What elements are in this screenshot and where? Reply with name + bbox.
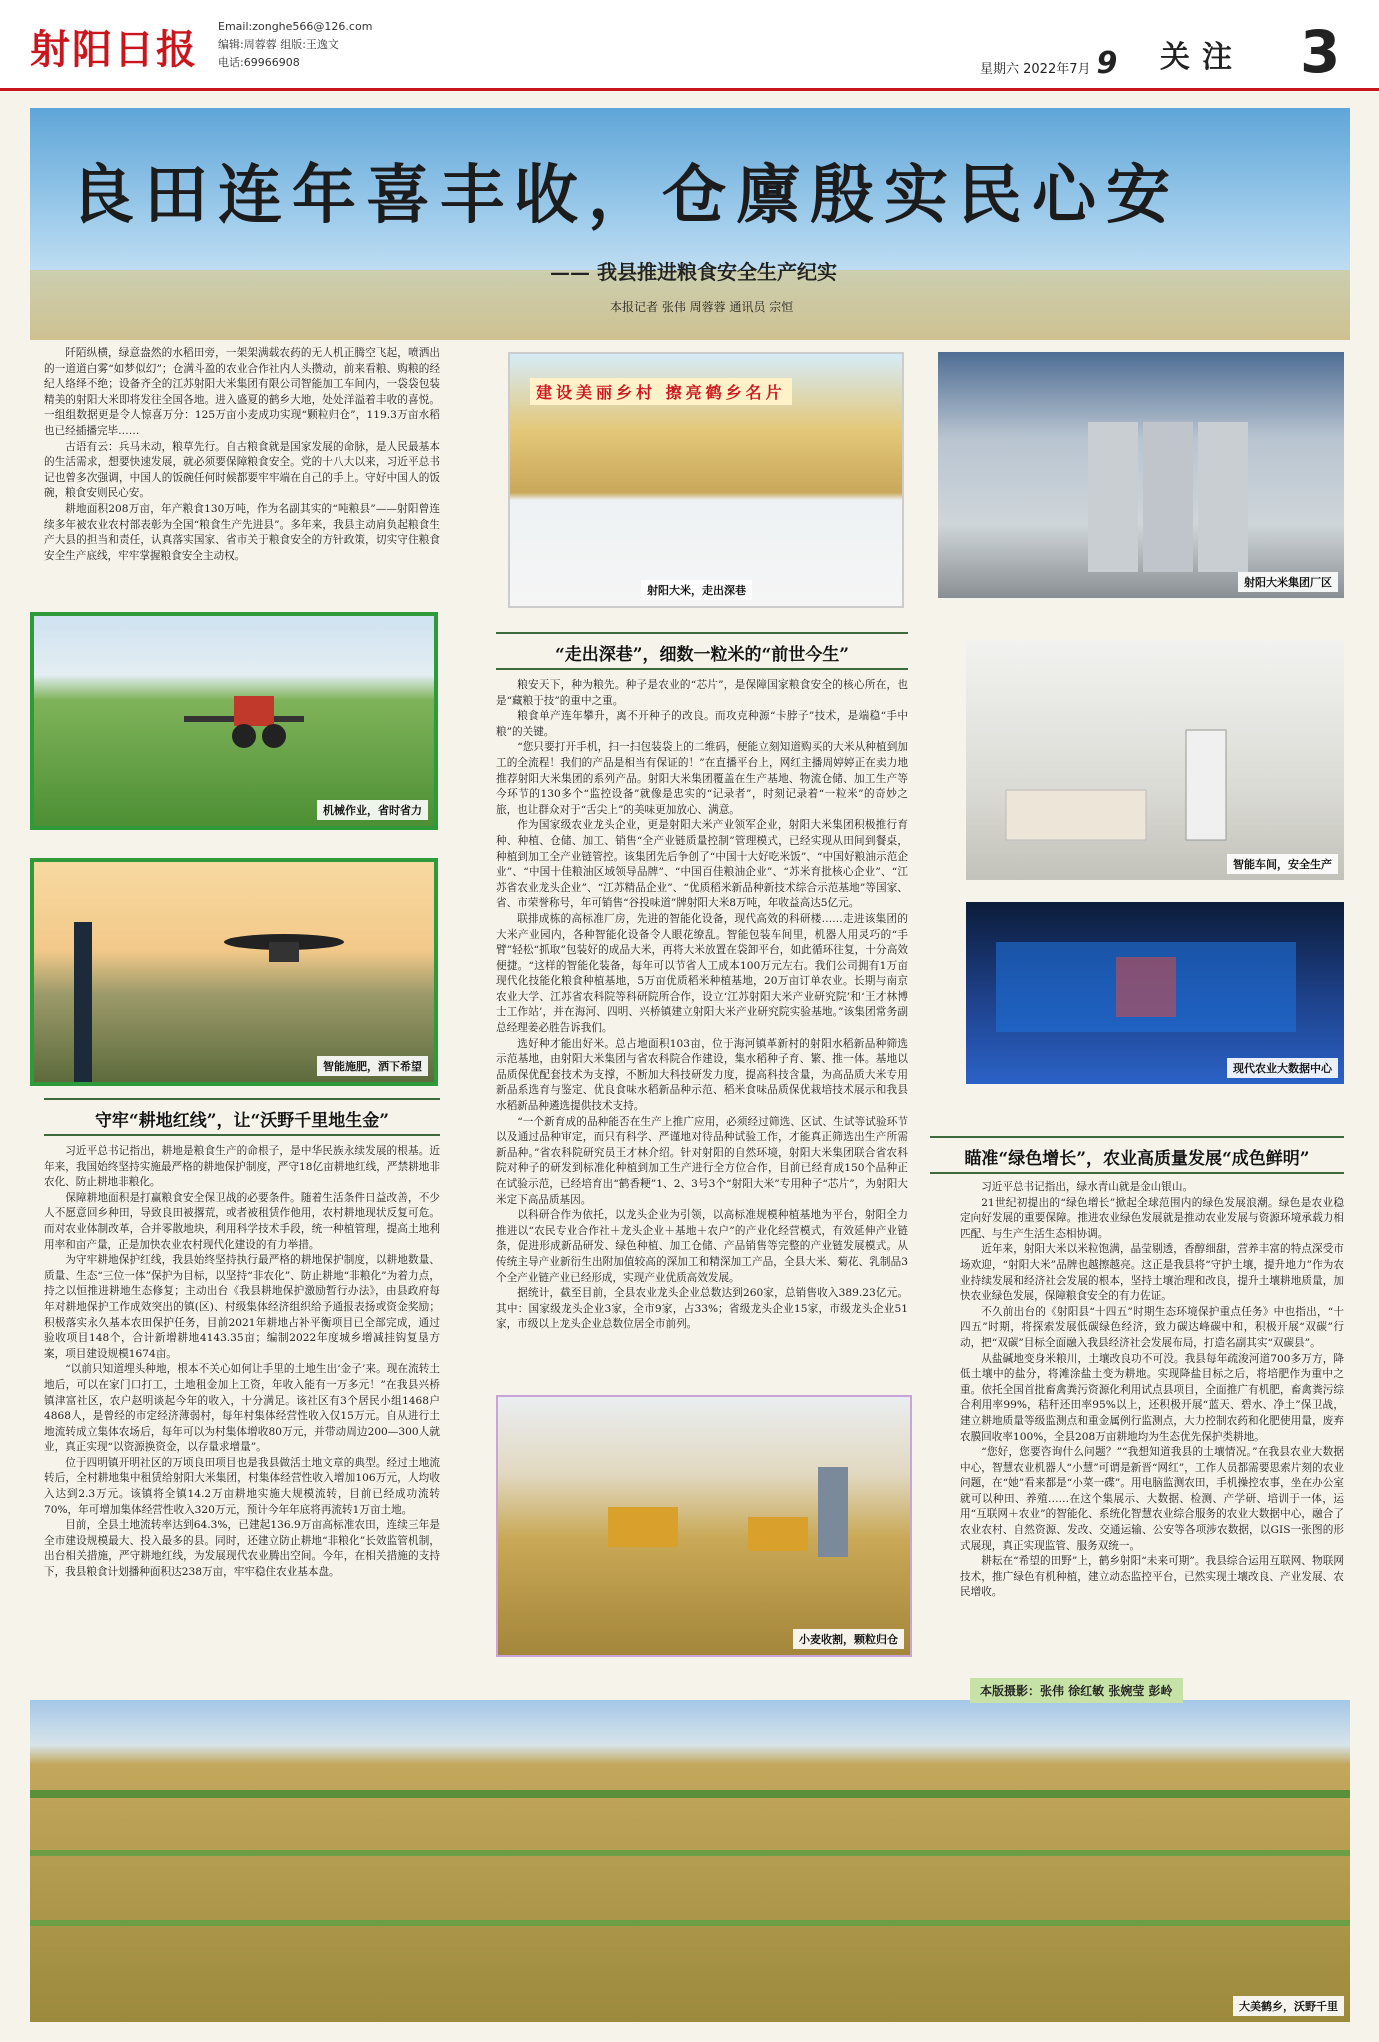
intro-paragraph: 阡陌纵横，绿意盎然的水稻田旁，一架架满载农药的无人机正腾空飞起，喷洒出的一道道白雾“如梦似幻”；仓满斗盈的农业合作社内人头攒动，前来看粮、购粮的经纪人络绎不绝；设备齐全的江苏射阳大米集团有限公司智能加工车间内，一袋袋包装精美的射阳大米即将发往全国各地。进入盛夏的鹤乡大地，处处洋溢着丰收的喜悦。一组组数据更是令人惊喜万分：125万亩小麦成功实现“颗粒归仓”，119.3万亩水稻也已经插播完毕……: [44, 347, 440, 437]
phone: 电话:69966908: [218, 56, 300, 69]
article-paragraph: 据统计，截至目前，全县农业龙头企业总数达到260家，总销售收入389.23亿元。其中：国家级龙头企业3家，全市9家，占33%；省级龙头企业15家，市级龙头企业51家，市级以上龙头企业总数位居全市前列。: [496, 1287, 908, 1331]
page-title: 良田连年喜丰收，仓廪殷实民心安: [70, 158, 1180, 233]
article1-body: [44, 1144, 440, 1581]
headline-rule: [930, 1172, 1344, 1174]
article-paragraph: 目前，全县土地流转率达到64.3%，已建起136.9万亩高标准农田，连续三年是全市建设规模最大、投入最多的县。同时，还建立防止耕地“非粮化”长效监管机制，出台相关措施，严守耕地红线，为发展现代农业腾出空间。今年，在相关措施的支持下，我县粮食计划播种面积达238万亩，牢牢稳住农业基本盘。: [44, 1519, 440, 1579]
photo-caption: 机械作业，省时省力: [317, 800, 428, 820]
article-headline: 守牢“耕地红线”，让“沃野千里地生金”: [94, 1111, 390, 1131]
article-paragraph: 习近平总书记指出，绿水青山就是金山银山。: [981, 1181, 1194, 1193]
byline: 本报记者 张伟 周蓉蓉 通讯员 宗恒: [610, 300, 794, 314]
article-paragraph: 从盐碱地变身米粮川，土壤改良功不可没。我县每年疏浚河道700多万方，降低土壤中的盐分，将滩涂盐土变为耕地。实现降盐目标之后，将培肥作为重中之重。依托全国首批畜禽粪污资源化利用试点县项目，全面推广有机肥，畜禽粪污综合利用率99%，秸秆还田率95%以上，还积极开展“蓝天、碧水、净土”保卫战，建立耕地质量等级监测点和重金属例行监测点，大力控制农药和化肥使用量，废弃农膜回收率100%，全县208万亩耕地均为生态优先保护类耕地。: [960, 1352, 1344, 1443]
photo-data-center: [966, 902, 1344, 1084]
photo-credit: 本版摄影：张伟 徐红敏 张婉莹 彭岭: [970, 1678, 1183, 1703]
editors: 编辑:周蓉蓉 组版:王逸文: [218, 38, 339, 51]
banner-slogan: 建设美丽乡村 擦亮鹤乡名片: [530, 378, 792, 405]
article-paragraph: 联排成栋的高标准厂房，先进的智能化设备，现代高效的科研楼……走进该集团的大米产业园内，各种智能化设备令人眼花缭乱。智能包装车间里，机器人用灵巧的“手臂”轻松“抓取”包装好的成品大米，再将大米放置在袋卸平台，如此循环往复，十分高效便捷。“这样的智能化装备，每年可以节省人工成本100万元左右。我们公司拥有1万亩现代化技能化粮食种植基地，5万亩优质稻米种植基地，20万亩订单农业。长期与南京农业大学、江苏省农科院等科研院所合作，设立‘江苏射阳大米产业研究院’和‘王才林博士工作站’，并在海河、四明、兴桥镇建立射阳大米产业研究院实验基地。”该集团常务副总经理姜必胜告诉我们。: [496, 912, 908, 1035]
data-wall-illustration: [966, 902, 1344, 1084]
intro-text: [44, 346, 440, 564]
article-paragraph: 为守牢耕地保护红线，我县始终坚持执行最严格的耕地保护制度，以耕地数量、质量、生态“三位一体”保护为目标，以坚持“非农化”、防止耕地“非粮化”为着力点，持之以恒推进耕地生态修复；主动出台《我县耕地保护激励暂行办法》，由县政府每年对耕地保护工作成效突出的镇(区)、村级集体经济组织给予通报表扬或资金奖励；积极落实永久基本农田保护任务，目前2021年耕地占补平衡项目已全部完成，通过验收项目148个，合计新增耕地4143.35亩；编制2022年度城乡增减挂钩复垦方案，项目建设规模1674亩。: [44, 1254, 440, 1360]
photo-smart-workshop: [966, 640, 1344, 880]
photo-caption: 射阳大米，走出深巷: [641, 580, 752, 600]
photo-rice-packaging: [508, 352, 904, 608]
article-paragraph: 不久前出台的《射阳县“十四五”时期生态环境保护重点任务》中也指出，“十四五”时期，将探索发展低碳绿色经济，致力碳达峰碳中和，积极开展“双碳”行动，把“双碳”目标全面融入我县经济社会发展布局，打造名副其实“双碳县”。: [960, 1305, 1344, 1349]
article-paragraph: 位于四明镇开明社区的万顷良田项目也是我县做活土地文章的典型。经过土地流转后，全村耕地集中租赁给射阳大米集团，村集体经营性收入增加106万元，人均收入达到2.3万元。该镇将全镇14.2万亩耕地实施大规模流转，目前已经成功流转70%，年可增加集体经营性收入320万元，预计今年年底将再流转1万亩土地。: [44, 1456, 440, 1516]
article-paragraph: 近年来，射阳大米以米粒饱满，晶莹剔透，香醇细甜，营养丰富的特点深受市场欢迎，“射阳大米”品牌也越擦越亮。这正是我县将“守护土壤，提升地力”作为农业持续发展和经济社会发展的根本，坚持土壤治理和改良，提升土壤耕地质量，加快农业绿色发展，保障粮食安全的有力佐证。: [960, 1243, 1344, 1303]
article-paragraph: 粮安天下，种为粮先。种子是农业的“芯片”，是保障国家粮食安全的核心所在，也是“藏粮于技”的重中之重。: [496, 679, 908, 707]
article-headline: 瞄准“绿色增长”，农业高质量发展“成色鲜明”: [964, 1149, 1310, 1169]
tractor-sprayer-illustration: [34, 616, 434, 826]
article-paragraph: 作为国家级农业龙头企业，更是射阳大米产业领军企业，射阳大米集团积极推行育种、种植、仓储、加工、销售“全产业链质量控制”管理模式，已经实现从田间到餐桌，种植到加工全产业链管控。该集团先后争创了“中国十大好吃米饭”、“中国好粮油示范企业”、“中国十佳粮油区域领导品牌”、“中国百佳粮油企业”、“苏米育批核心企业”、“江苏省农业龙头企业”、“江苏精品企业”、“优质稻米新品种新技术综合示范基地”等国家、省、市荣誉称号，年可销售“谷投味道”牌射阳大米8万吨，年收益高达5亿元。: [496, 819, 908, 910]
drone-illustration: [34, 862, 434, 1082]
email: Email:zonghe566@126.com: [218, 20, 373, 33]
newspaper-logo: 射阳日报: [30, 26, 198, 73]
photo-caption: 大美鹤乡，沃野千里: [1233, 1996, 1344, 2016]
hero-banner: [30, 108, 1350, 340]
headline-rule: [44, 1098, 440, 1100]
article-paragraph: “一个新育成的品种能否在生产上推广应用，必须经过筛选、区试、生试等试验环节以及通过品种审定，而只有科学、严谨地对待品种试验工作，才能真正筛选出生产所需新品种。”省农科院研究员王才林介绍。针对射阳的自然环境，射阳大米集团联合省农科院对种子的研发到标准化种植到加工生产进行全方位合作，目前已经育成150个品种正在试验示范，已经培育出“鹤香粳”1、2、3号3个“射阳大米”专用种子“芯片”，为射阳大米定下高品质基因。: [496, 1115, 908, 1206]
photo-caption: 小麦收割，颗粒归仓: [793, 1629, 904, 1649]
article-paragraph: 保障耕地面积是打赢粮食安全保卫战的必要条件。随着生活条件日益改善，不少人不愿意回乡种田，导致良田被撂荒，或者被租赁作他用，农村耕地现状反复可危。而对农业体制改革，合并零散地块，利用科学技术手段，统一种植管理，提高土地利用率和亩产量，正是加快农业农村现代化建设的有力举措。: [44, 1191, 440, 1251]
article-headline: “走出深巷”，细数一粒米的“前世今生”: [554, 645, 850, 665]
section-name: 关注: [1160, 40, 1244, 75]
page-number: 3: [1300, 18, 1341, 86]
dateline: [980, 46, 1123, 81]
photo-caption: 智能施肥，洒下希望: [317, 1056, 428, 1076]
photo-machine-work: [30, 612, 438, 830]
article-paragraph: 选好种才能出好米。总占地面积103亩，位于海河镇革新村的射阳水稻新品种筛选示范基地，由射阳大米集团与省农科院合作建设，集水稻种子育、繁、推一体。基地以品质保优配套技术为支撑，不断加大科技研发力度，提高科技含量，为高品质大米专用新品系选育与鉴定、优良食味水稻新品种示范、稻米食味品质保优栽培技术展示和我县水稻新品种遴选提供技术支持。: [496, 1037, 908, 1113]
photo-caption: 现代农业大数据中心: [1227, 1058, 1338, 1078]
photo-factory: [938, 352, 1344, 598]
harvester-illustration: [498, 1397, 910, 1655]
date-prefix: 星期六 2022年7月: [980, 62, 1091, 77]
photo-drone-fertilizing: [30, 858, 438, 1086]
article3-body: [960, 1180, 1344, 1601]
article-paragraph: 粮食单产连年攀升，离不开种子的改良。而攻克种源“卡脖子”技术，是端稳“手中粮”的关键。: [496, 710, 908, 738]
photo-panorama-fields: [30, 1700, 1350, 2022]
article-paragraph: “以前只知道埋头种地，根本不关心如何让手里的土地生出‘金子’来。现在流转土地后，可以在家门口打工，土地租金加上工资，年收入能有一万多元！”在我县兴桥镇津富社区，农户赵明谈起今年的收入，十分满足。该社区有3个居民小组1468户4868人，是曾经的市定经济薄弱村，每年村集体经营性收入仅15万元。自从进行土地流转成立集体农场后，每年可以为村集体增收80万元，并带动周边200—300人就业，真正实现“以资源换资金，以存量求增量”。: [44, 1363, 440, 1454]
photo-wheat-harvest: [496, 1395, 912, 1657]
photo-caption: 智能车间，安全生产: [1227, 854, 1338, 874]
editor-info: [218, 18, 372, 72]
article-paragraph: “您只要打开手机，扫一扫包装袋上的二维码，便能立刻知道购买的大米从种植到加工的全流程！我们的产品是相当有保证的！”在直播平台上，网红主播周婷婷正在卖力地推荐射阳大米集团的系列产品。射阳大米集团覆盖在生产基地、物流仓储、加工生产等今环节的130多个“监控设备”就像是忠实的“记录者”，时刻记录着“一粒米”的奇妙之旅，也让群众对于“舌尖上”的美味更加放心、满意。: [496, 741, 908, 816]
page-subtitle: —— 我县推进粮食安全生产纪实: [550, 260, 837, 284]
headline-rule: [496, 632, 908, 634]
headline-rule: [44, 1134, 440, 1136]
article2-body: [496, 678, 908, 1333]
robot-arm-illustration: [966, 640, 1344, 880]
date-day: 9: [1096, 46, 1118, 81]
field-stripes-illustration: [30, 1700, 1350, 2022]
headline-rule: [930, 1136, 1344, 1138]
article-paragraph: 以科研合作为依托，以龙头企业为引领，以高标准规模种植基地为平台，射阳全力推进以“农民专业合作社＋龙头企业＋基地＋农户”的产业化经营模式，有效延伸产业链条，促进形成新品研发、绿色种植、加工仓储、产品销售等完整的产业链发展模式。从传统主导产业新衍生出附加值较高的深加工和精深加工产品，全县大米、菊花、乳制品3个全产业链产业已经形成，实现产业优质高效发展。: [496, 1209, 908, 1284]
intro-paragraph: 耕地面积208万亩，年产粮食130万吨，作为名副其实的“吨粮县”——射阳曾连续多年被农业农村部表彰为全国“粮食生产先进县”。多年来，我县主动肩负起粮食生产大县的担当和责任，认真落实国家、省市关于粮食安全的方针政策，切实守住粮食安全生产底线，牢牢掌握粮食安全主动权。: [44, 502, 440, 562]
article-paragraph: 耕耘在“希望的田野”上，鹤乡射阳“未来可期”。我县综合运用互联网、物联网技术，推广绿色有机种植，建立动态监控平台，已然实现土壤改良、产业发展、农民增收。: [960, 1555, 1344, 1599]
article-paragraph: “您好，您要咨询什么问题？”“我想知道我县的土壤情况。”在我县农业大数据中心，智慧农业机器人“小慧”可谓是新晋“网红”，工作人员都需要思索片刻的农业问题，在“她”看来都是“小菜一碟”。用电脑监测农田，手机操控农事，坐在办公室就可以种田、养殖……在这个集展示、大数据、检测、产学研、培训于一体，运用“互联网＋农业”的智能化、系统化智慧农业综合服务的农业大数据中心，融合了农业农村、自然资源、发改、交通运输、公安等各项涉农数据，以GIS一张图的形式展现，真正实现监管、服务双统一。: [960, 1446, 1344, 1552]
headline-rule: [496, 668, 908, 670]
masthead: [0, 0, 1379, 91]
intro-paragraph: 古语有云：兵马未动，粮草先行。自古粮食就是国家发展的命脉，是人民最基本的生活需求，想要快速发展，就必须要保障粮食安全。党的十八大以来，习近平总书记也曾多次强调，中国人的饭碗任何时候都要牢牢端在自己的手上。守好中国人的饭碗，粮食安则民心安。: [44, 440, 440, 500]
article-paragraph: 21世纪初提出的“绿色增长”掀起全球范围内的绿色发展浪潮。绿色是农业稳定向好发展的重要保障。推进农业绿色发展就是推动农业发展与资源环境承载力相匹配、与生产生活生态相协调。: [960, 1196, 1344, 1240]
photo-caption: 射阳大米集团厂区: [1238, 572, 1338, 592]
article-paragraph: 习近平总书记指出，耕地是粮食生产的命根子，是中华民族永续发展的根基。近年来，我国始终坚持实施最严格的耕地保护制度，严守18亿亩耕地红线，严禁耕地非农化、防止耕地非粮化。: [44, 1145, 440, 1189]
silo-illustration: [938, 352, 1344, 598]
